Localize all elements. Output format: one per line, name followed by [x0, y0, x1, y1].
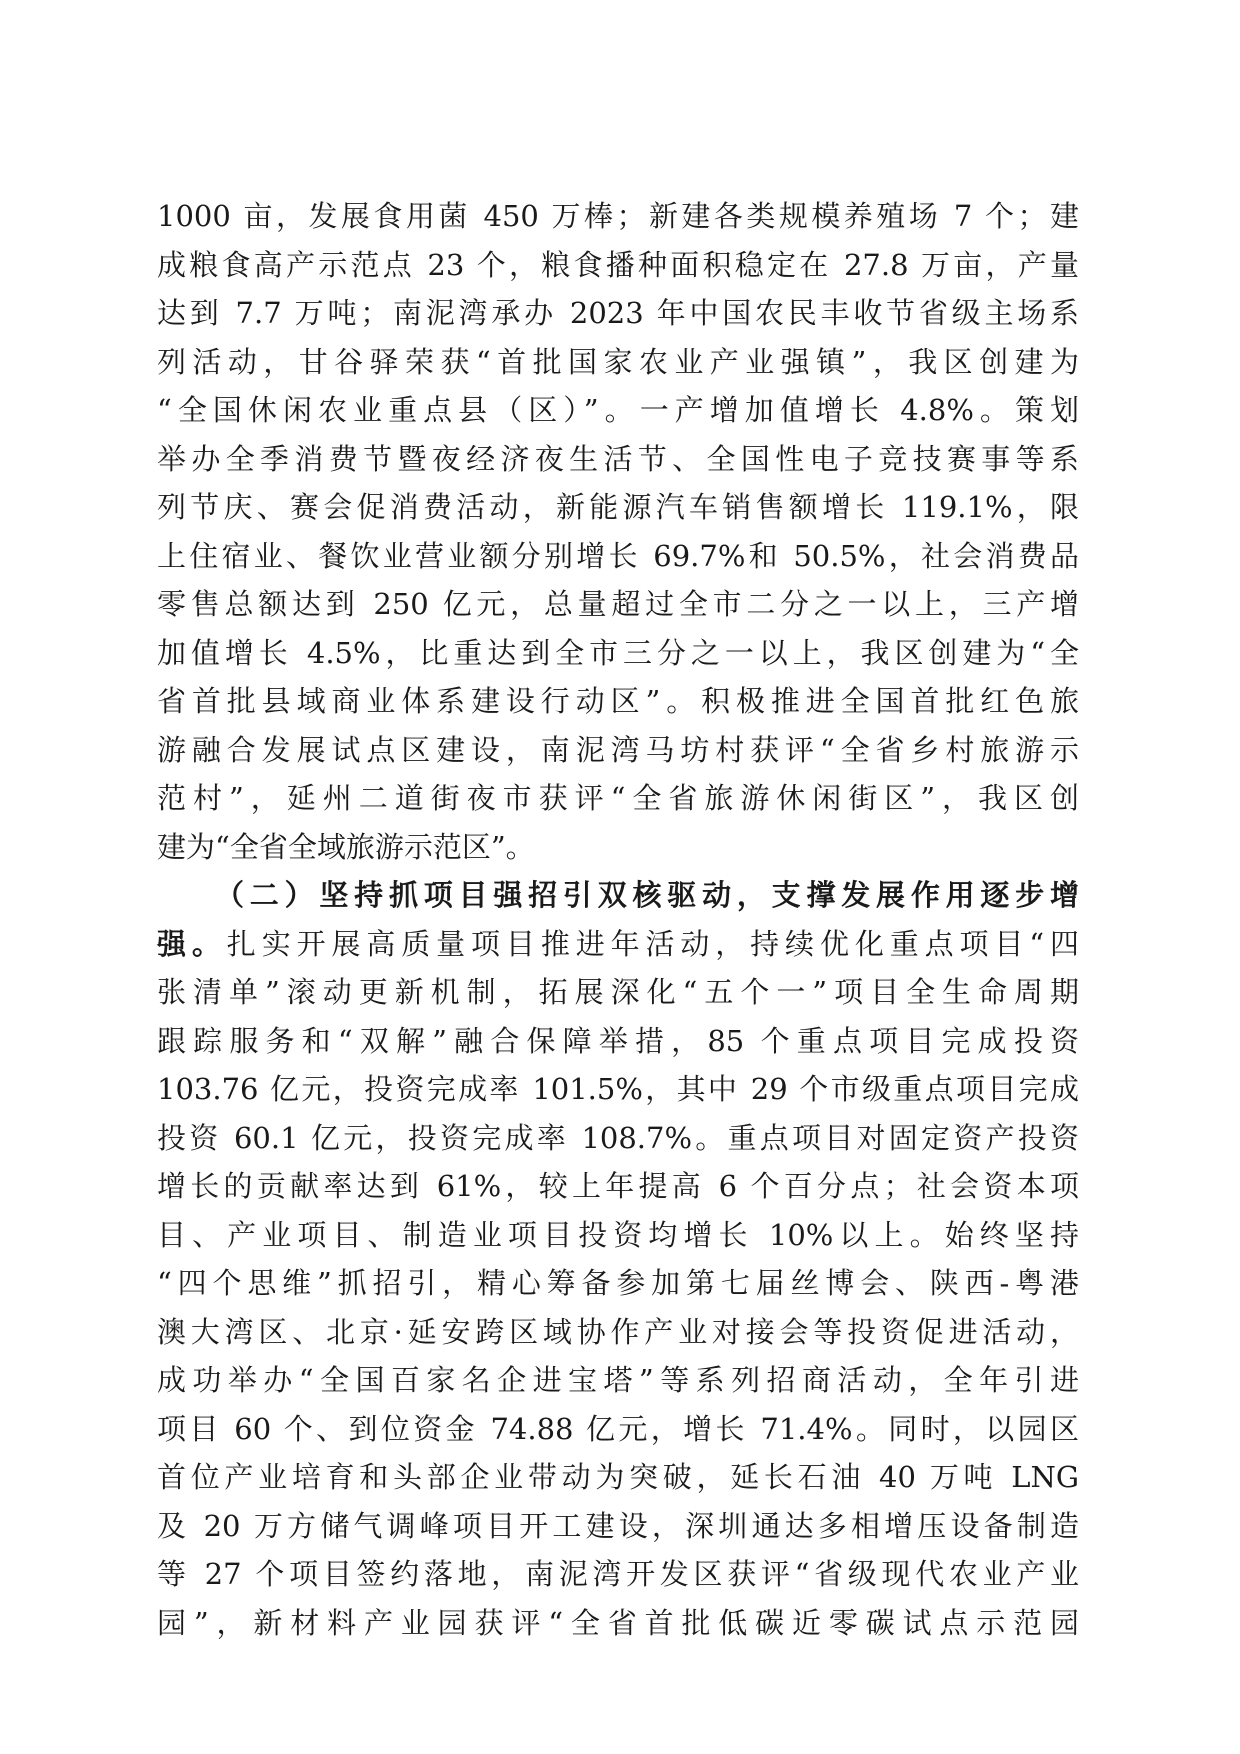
text-line [157, 924, 1079, 964]
text-line: 投资 60.1 亿元，投资完成率 108.7%。重点项目对固定资产投资 [157, 1120, 1079, 1155]
text-line: 省首批县域商业体系建设行动区”。积极推进全国首批红色旅 [157, 684, 1079, 718]
text-line: 及 20 万方储气调峰项目开工建设，深圳通达多相增压设备制造 [157, 1508, 1079, 1543]
text-line: 澳大湾区、北京·延安跨区域协作产业对接会等投资促进活动， [157, 1314, 1079, 1349]
text-line: 成粮食高产示范点 23 个，粮食播种面积稳定在 27.8 万亩，产量 [157, 247, 1079, 282]
body-text [157, 196, 1079, 1651]
text-line: “全国休闲农业重点县（区）”。一产增加值增长 4.8%。策划 [157, 393, 1079, 427]
section-heading-cont: 强。 [157, 926, 227, 961]
text-run: 扎实开展高质量项目推进年活动，持续优化重点项目“四 [226, 926, 1079, 961]
text-line: 范村”，延州二道街夜市获评“全省旅游休闲街区”，我区创 [157, 781, 1079, 815]
text-line: 103.76 亿元，投资完成率 101.5%，其中 29 个市级重点项目完成 [157, 1072, 1079, 1106]
text-line: 1000 亩，发展食用菌 450 万棒；新建各类规模养殖场 7 个；建 [157, 199, 1079, 233]
text-line: 跟踪服务和“双解”融合保障举措，85 个重点项目完成投资 [157, 1023, 1079, 1058]
text-line: “四个思维”抓招引，精心筹备参加第七届丝博会、陕西-粤港 [157, 1266, 1079, 1300]
text-line: 列节庆、赛会促消费活动，新能源汽车销售额增长 119.1%，限 [157, 490, 1079, 524]
text-line: 游融合发展试点区建设，南泥湾马坊村获评“全省乡村旅游示 [157, 732, 1079, 767]
text-line: 张清单”滚动更新机制，拓展深化“五个一”项目全生命周期 [157, 975, 1079, 1009]
text-line: 等 27 个项目签约落地，南泥湾开发区获评“省级现代农业产业 [157, 1557, 1079, 1591]
text-line: 加值增长 4.5%，比重达到全市三分之一以上，我区创建为“全 [157, 635, 1079, 670]
text-line: 零售总额达到 250 亿元，总量超过全市二分之一以上，三产增 [157, 587, 1079, 621]
text-line: 达到 7.7 万吨；南泥湾承办 2023 年中国农民丰收节省级主场系 [157, 296, 1079, 330]
text-line: 增长的贡献率达到 61%，较上年提高 6 个百分点；社会资本项 [157, 1169, 1079, 1203]
text-line: 首位产业培育和头部企业带动为突破，延长石油 40 万吨 LNG [157, 1460, 1079, 1494]
text-line: 园”，新材料产业园获评“全省首批低碳近零碳试点示范园 [157, 1605, 1079, 1640]
text-line: 列活动，甘谷驿荣获“首批国家农业产业强镇”，我区创建为 [157, 344, 1079, 379]
text-line: 目、产业项目、制造业项目投资均增长 10%以上。始终坚持 [157, 1217, 1079, 1252]
section-heading: （二）坚持抓项目强招引双核驱动，支撑发展作用逐步增 [215, 878, 1079, 912]
text-line: 项目 60 个、到位资金 74.88 亿元，增长 71.4%。同时，以园区 [157, 1411, 1079, 1446]
text-line: 举办全季消费节暨夜经济夜生活节、全国性电子竞技赛事等系 [157, 441, 1079, 476]
text-line: 上住宿业、餐饮业营业额分别增长 69.7%和 50.5%，社会消费品 [157, 538, 1079, 573]
text-line: 成功举办“全国百家名企进宝塔”等系列招商活动，全年引进 [157, 1363, 1079, 1397]
text-line: 建为“全省全域旅游示范区”。 [157, 829, 535, 864]
